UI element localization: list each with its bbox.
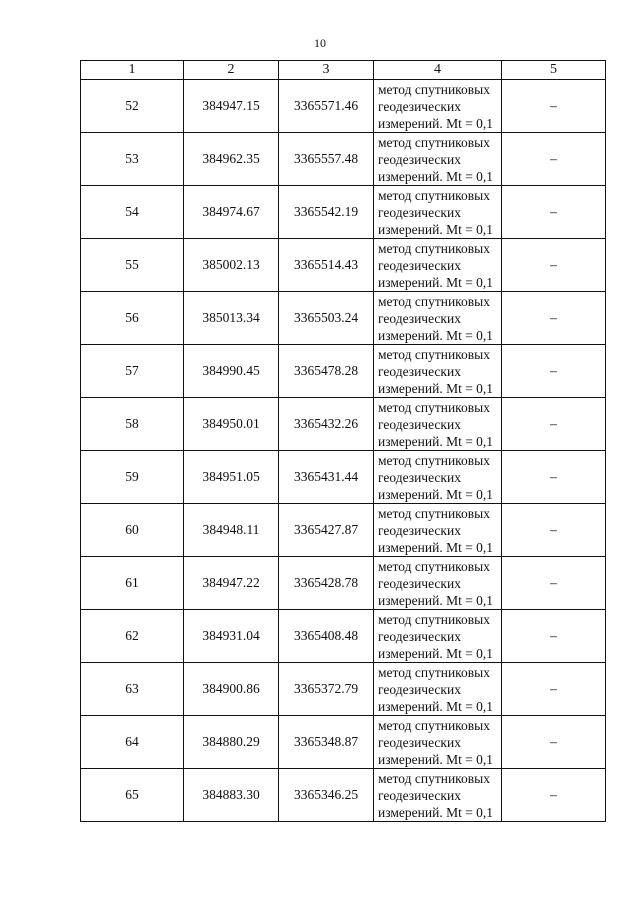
- method-line: метод спутниковых: [378, 664, 490, 680]
- table-row: [81, 451, 606, 504]
- method-line: геодезических: [378, 257, 461, 273]
- y-coordinate-cell: 3365432.26: [279, 398, 374, 451]
- method-line: метод спутниковых: [378, 452, 490, 468]
- method-line: геодезических: [378, 98, 461, 114]
- method-line: измерений. Mt = 0,1: [378, 380, 494, 396]
- note-cell: –: [502, 80, 606, 133]
- method-cell: [374, 239, 502, 292]
- table-row: [81, 80, 606, 133]
- table-row: [81, 239, 606, 292]
- y-coordinate-cell: 3365346.25: [279, 769, 374, 822]
- x-coordinate-cell: 384962.35: [184, 133, 279, 186]
- method-line: метод спутниковых: [378, 717, 490, 733]
- method-line: геодезических: [378, 151, 461, 167]
- y-coordinate-cell: 3365571.46: [279, 80, 374, 133]
- method-line: измерений. Mt = 0,1: [378, 327, 494, 343]
- method-line: измерений. Mt = 0,1: [378, 592, 494, 608]
- column-header-1: 1: [81, 61, 184, 80]
- point-number-cell: 62: [81, 610, 184, 663]
- x-coordinate-cell: 384951.05: [184, 451, 279, 504]
- point-number-cell: 59: [81, 451, 184, 504]
- x-coordinate-cell: 384883.30: [184, 769, 279, 822]
- method-cell: [374, 80, 502, 133]
- table-header-row: [81, 61, 606, 80]
- note-cell: –: [502, 451, 606, 504]
- y-coordinate-cell: 3365514.43: [279, 239, 374, 292]
- column-header-2: 2: [184, 61, 279, 80]
- note-cell: –: [502, 716, 606, 769]
- note-cell: –: [502, 663, 606, 716]
- table-row: [81, 769, 606, 822]
- table-row: [81, 398, 606, 451]
- note-cell: –: [502, 398, 606, 451]
- method-line: метод спутниковых: [378, 187, 490, 203]
- method-line: метод спутниковых: [378, 558, 490, 574]
- method-line: метод спутниковых: [378, 770, 490, 786]
- x-coordinate-cell: 384931.04: [184, 610, 279, 663]
- point-number-cell: 65: [81, 769, 184, 822]
- method-line: измерений. Mt = 0,1: [378, 645, 494, 661]
- y-coordinate-cell: 3365408.48: [279, 610, 374, 663]
- point-number-cell: 57: [81, 345, 184, 398]
- method-line: геодезических: [378, 310, 461, 326]
- method-cell: [374, 133, 502, 186]
- method-line: геодезических: [378, 204, 461, 220]
- point-number-cell: 64: [81, 716, 184, 769]
- x-coordinate-cell: 385002.13: [184, 239, 279, 292]
- table-row: [81, 292, 606, 345]
- x-coordinate-cell: 384950.01: [184, 398, 279, 451]
- x-coordinate-cell: 384990.45: [184, 345, 279, 398]
- point-number-cell: 54: [81, 186, 184, 239]
- method-line: метод спутниковых: [378, 611, 490, 627]
- method-cell: [374, 292, 502, 345]
- table-row: [81, 504, 606, 557]
- point-number-cell: 55: [81, 239, 184, 292]
- method-line: геодезических: [378, 575, 461, 591]
- point-number-cell: 58: [81, 398, 184, 451]
- note-cell: –: [502, 557, 606, 610]
- y-coordinate-cell: 3365431.44: [279, 451, 374, 504]
- method-cell: [374, 451, 502, 504]
- method-cell: [374, 663, 502, 716]
- method-line: геодезических: [378, 469, 461, 485]
- table-row: [81, 133, 606, 186]
- page-number: 10: [314, 36, 326, 50]
- method-cell: [374, 345, 502, 398]
- x-coordinate-cell: 384880.29: [184, 716, 279, 769]
- x-coordinate-cell: 384947.22: [184, 557, 279, 610]
- table-row: [81, 663, 606, 716]
- method-line: геодезических: [378, 416, 461, 432]
- note-cell: –: [502, 769, 606, 822]
- table-row: [81, 716, 606, 769]
- point-number-cell: 61: [81, 557, 184, 610]
- note-cell: –: [502, 239, 606, 292]
- y-coordinate-cell: 3365557.48: [279, 133, 374, 186]
- y-coordinate-cell: 3365503.24: [279, 292, 374, 345]
- note-cell: –: [502, 186, 606, 239]
- method-line: измерений. Mt = 0,1: [378, 539, 494, 555]
- y-coordinate-cell: 3365427.87: [279, 504, 374, 557]
- method-line: измерений. Mt = 0,1: [378, 433, 494, 449]
- method-line: геодезических: [378, 681, 461, 697]
- method-line: измерений. Mt = 0,1: [378, 751, 494, 767]
- method-cell: [374, 769, 502, 822]
- table-row: [81, 186, 606, 239]
- method-line: измерений. Mt = 0,1: [378, 804, 494, 820]
- method-line: геодезических: [378, 734, 461, 750]
- x-coordinate-cell: 384900.86: [184, 663, 279, 716]
- note-cell: –: [502, 292, 606, 345]
- y-coordinate-cell: 3365542.19: [279, 186, 374, 239]
- method-line: измерений. Mt = 0,1: [378, 486, 494, 502]
- method-line: измерений. Mt = 0,1: [378, 274, 494, 290]
- point-number-cell: 60: [81, 504, 184, 557]
- table-row: [81, 345, 606, 398]
- method-line: геодезических: [378, 787, 461, 803]
- note-cell: –: [502, 504, 606, 557]
- column-header-3: 3: [279, 61, 374, 80]
- y-coordinate-cell: 3365428.78: [279, 557, 374, 610]
- point-number-cell: 52: [81, 80, 184, 133]
- method-line: геодезических: [378, 363, 461, 379]
- method-line: метод спутниковых: [378, 505, 490, 521]
- method-line: геодезических: [378, 628, 461, 644]
- x-coordinate-cell: 384947.15: [184, 80, 279, 133]
- method-line: геодезических: [378, 522, 461, 538]
- method-line: метод спутниковых: [378, 399, 490, 415]
- method-line: метод спутниковых: [378, 293, 490, 309]
- method-line: метод спутниковых: [378, 134, 490, 150]
- method-line: измерений. Mt = 0,1: [378, 168, 494, 184]
- x-coordinate-cell: 384974.67: [184, 186, 279, 239]
- column-header-4: 4: [374, 61, 502, 80]
- method-cell: [374, 398, 502, 451]
- coordinates-table: [80, 60, 606, 822]
- method-line: метод спутниковых: [378, 240, 490, 256]
- point-number-cell: 63: [81, 663, 184, 716]
- table-row: [81, 610, 606, 663]
- note-cell: –: [502, 133, 606, 186]
- method-cell: [374, 186, 502, 239]
- method-cell: [374, 557, 502, 610]
- method-line: метод спутниковых: [378, 81, 490, 97]
- method-line: измерений. Mt = 0,1: [378, 698, 494, 714]
- method-line: метод спутниковых: [378, 346, 490, 362]
- x-coordinate-cell: 384948.11: [184, 504, 279, 557]
- method-line: измерений. Mt = 0,1: [378, 221, 494, 237]
- method-line: измерений. Mt = 0,1: [378, 115, 494, 131]
- note-cell: –: [502, 610, 606, 663]
- method-cell: [374, 504, 502, 557]
- y-coordinate-cell: 3365478.28: [279, 345, 374, 398]
- point-number-cell: 56: [81, 292, 184, 345]
- note-cell: –: [502, 345, 606, 398]
- table-row: [81, 557, 606, 610]
- y-coordinate-cell: 3365372.79: [279, 663, 374, 716]
- y-coordinate-cell: 3365348.87: [279, 716, 374, 769]
- method-cell: [374, 716, 502, 769]
- method-cell: [374, 610, 502, 663]
- x-coordinate-cell: 385013.34: [184, 292, 279, 345]
- column-header-5: 5: [502, 61, 606, 80]
- table-body: [81, 80, 606, 822]
- point-number-cell: 53: [81, 133, 184, 186]
